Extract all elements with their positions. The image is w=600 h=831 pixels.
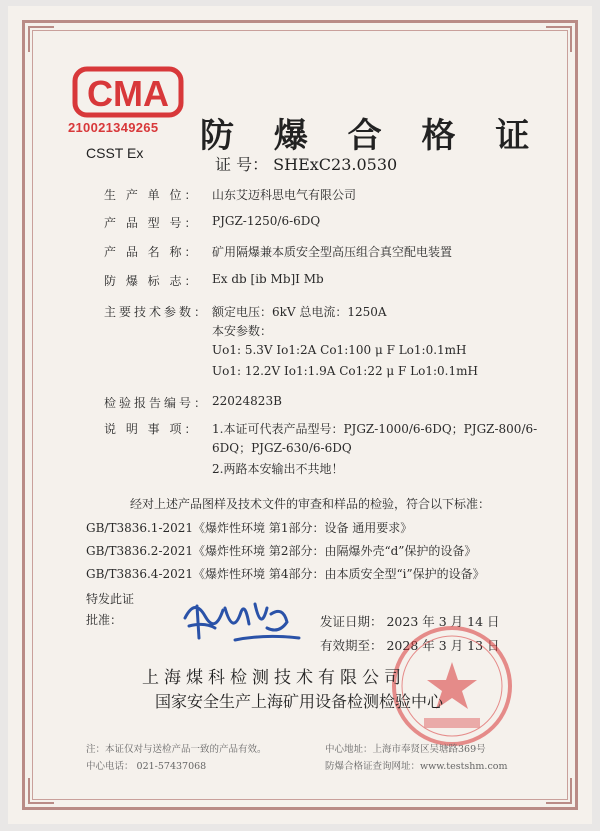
field-label: 产 品 型 号： [104,216,200,230]
corner-ornament [546,778,572,804]
field-value: 22024823B [212,394,282,408]
issue-date: 发证日期： 2023 年 3 月 14 日 [320,614,500,629]
footer-website: 防爆合格证查询网址：www.testshm.com [325,761,508,772]
page-title: 防 爆 合 格 证 [200,116,544,156]
field-label: 主要技术参数： [104,305,210,319]
field-value: 额定电压：6kV 总电流：1250A [212,305,387,319]
field-value: 山东艾迈科思电气有限公司 [212,188,357,202]
svg-text:CMA: CMA [87,73,169,114]
corner-ornament [28,778,54,804]
valid-until: 有效期至： 2028 年 3 月 13 日 [320,638,500,653]
corner-ornament [546,26,572,52]
csst-ex-label: CSST Ex [86,145,144,161]
note-line: 1.本证可代表产品型号：PJGZ-1000/6-6DQ；PJGZ-800/6- [212,422,538,436]
certificate-number: 证 号： SHExC23.0530 [215,155,398,174]
field-label: 防 爆 标 志： [104,274,200,288]
standard-line: GB/T3836.1-2021《爆炸性环境 第1部分：设备 通用要求》 [86,521,413,535]
approve-label: 批准： [86,613,123,627]
field-value: Ex db [ib Mb]I Mb [212,272,324,286]
field-label: 检验报告编号： [104,396,210,410]
official-seal-icon [388,622,516,750]
corner-ornament [28,26,54,52]
center-name: 国家安全生产上海矿用设备检测检验中心 [155,692,444,711]
organization-name: 上海煤科检测技术有限公司 [142,668,406,688]
special-issue-note: 特发此证 [86,592,135,606]
field-value: 矿用隔爆兼本质安全型高压组合真空配电装置 [212,245,453,259]
footer-phone: 中心电话： 021-57437068 [86,761,207,772]
standard-line: GB/T3836.4-2021《爆炸性环境 第4部分：由本质安全型“i”保护的设备》 [86,567,485,581]
signature-image [175,588,305,648]
standard-line: GB/T3836.2-2021《爆炸性环境 第2部分：由隔爆外壳“d”保护的设备》 [86,544,477,558]
field-label: 产 品 名 称： [104,245,200,259]
cma-logo-icon [72,66,184,118]
footer-address: 中心地址：上海市奉贤区吴塘路369号 [325,744,486,755]
field-value: PJGZ-1250/6-6DQ [212,214,321,228]
cma-number: 210021349265 [68,120,159,135]
field-label: 生 产 单 位： [104,188,200,202]
standards-intro: 经对上述产品图样及技术文件的审查和样品的检验，符合以下标准： [130,497,491,511]
field-label: 说 明 事 项： [104,422,200,436]
footer-note: 注：本证仅对与送检产品一致的产品有效。 [86,744,267,755]
